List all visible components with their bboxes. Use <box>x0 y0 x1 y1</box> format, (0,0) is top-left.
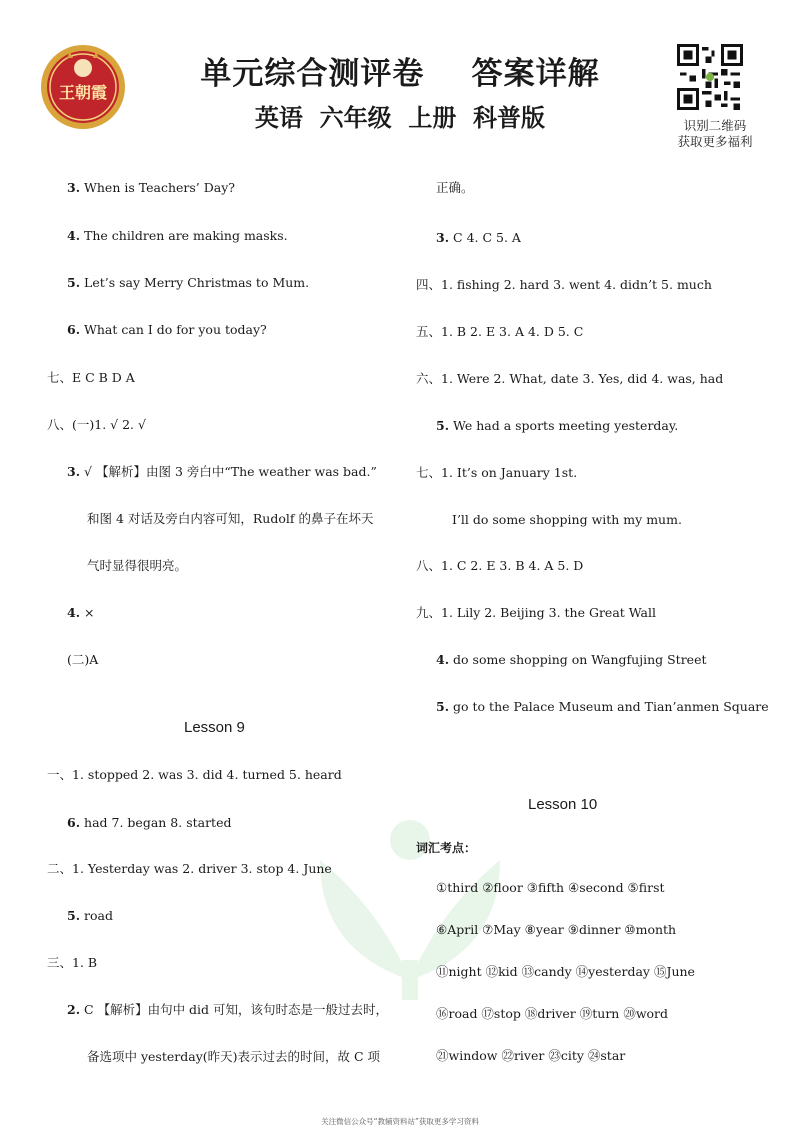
answer-line: I’ll do some shopping with my mum. <box>452 512 682 527</box>
qr-caption-line-1: 识别二维码 <box>683 118 747 133</box>
answer-line: 和图 4 对话及旁白内容可知，Rudolf 的鼻子在坏天 <box>87 511 374 526</box>
logo-text: 王朝霞 <box>58 83 108 102</box>
answer-line: 5. go to the Palace Museum and Tian’anmen Square <box>436 699 769 714</box>
watermark-leaf-icon <box>300 800 520 1080</box>
vocab-heading: 词汇考点： <box>416 841 477 855</box>
answer-line: 4. × <box>67 605 95 620</box>
brand-logo-icon <box>40 44 126 130</box>
page-footer: 关注微信公众号“教辅资料站”获取更多学习资料 <box>321 1117 479 1126</box>
answer-line: (二)A <box>67 652 99 667</box>
answer-line: 二、1. Yesterday was 2. driver 3. stop 4. June <box>47 861 332 876</box>
qr-caption-line-2: 获取更多福利 <box>677 134 753 149</box>
answer-line: 6. What can I do for you today? <box>67 322 267 337</box>
answer-line: 3. C 4. C 5. A <box>436 230 521 245</box>
answer-line: 6. had 7. began 8. started <box>67 815 232 830</box>
vocab-row: ⑯road ⑰stop ⑱driver ⑲turn ⑳word <box>436 1006 669 1021</box>
answer-line: 八、(一)1. √ 2. √ <box>47 417 146 432</box>
answer-line: 3. √ 【解析】由图 3 旁白中“The weather was bad.” <box>67 464 377 479</box>
answer-line: 三、1. B <box>47 955 98 970</box>
lesson-10-heading: Lesson 10 <box>528 796 598 813</box>
page-subtitle: 英语 六年级 上册 科普版 <box>254 104 546 132</box>
answer-line: 2. C 【解析】由句中 did 可知，该句时态是一般过去时， <box>67 1002 389 1017</box>
qr-code-icon[interactable] <box>677 44 743 110</box>
answer-line: 4. do some shopping on Wangfujing Street <box>436 652 707 667</box>
answer-line: 5. road <box>67 908 113 923</box>
answer-line: 正确。 <box>436 180 474 195</box>
answer-line: 六、1. Were 2. What, date 3. Yes, did 4. was, had <box>416 371 724 386</box>
vocab-row: ⑥April ⑦May ⑧year ⑨dinner ⑩month <box>436 922 677 937</box>
vocab-row: ①third ②floor ③fifth ④second ⑤first <box>436 880 665 895</box>
answer-line: 气时显得很明亮。 <box>87 558 188 573</box>
vocab-row: ⑪night ⑫kid ⑬candy ⑭yesterday ⑮June <box>436 964 695 979</box>
answer-line: 七、1. It’s on January 1st. <box>416 465 578 480</box>
answer-line: 五、1. B 2. E 3. A 4. D 5. C <box>416 324 584 339</box>
answer-line: 4. The children are making masks. <box>67 228 288 243</box>
answer-line: 一、1. stopped 2. was 3. did 4. turned 5. heard <box>47 767 342 782</box>
answer-line: 5. We had a sports meeting yesterday. <box>436 418 679 433</box>
page-title: 单元综合测评卷 答案详解 <box>200 56 600 92</box>
vocab-row: ㉑window ㉒river ㉓city ㉔star <box>436 1048 626 1063</box>
answer-line: 七、E C B D A <box>47 370 135 385</box>
answer-line: 3. When is Teachers’ Day? <box>67 180 235 195</box>
lesson-9-heading: Lesson 9 <box>184 719 245 736</box>
answer-line: 四、1. fishing 2. hard 3. went 4. didn’t 5. much <box>416 277 712 292</box>
answer-line: 九、1. Lily 2. Beijing 3. the Great Wall <box>416 605 656 620</box>
answer-line: 5. Let’s say Merry Christmas to Mum. <box>67 275 310 290</box>
answer-line: 八、1. C 2. E 3. B 4. A 5. D <box>416 558 584 573</box>
answer-line: 备选项中 yesterday(昨天)表示过去的时间，故 C 项 <box>87 1049 381 1064</box>
